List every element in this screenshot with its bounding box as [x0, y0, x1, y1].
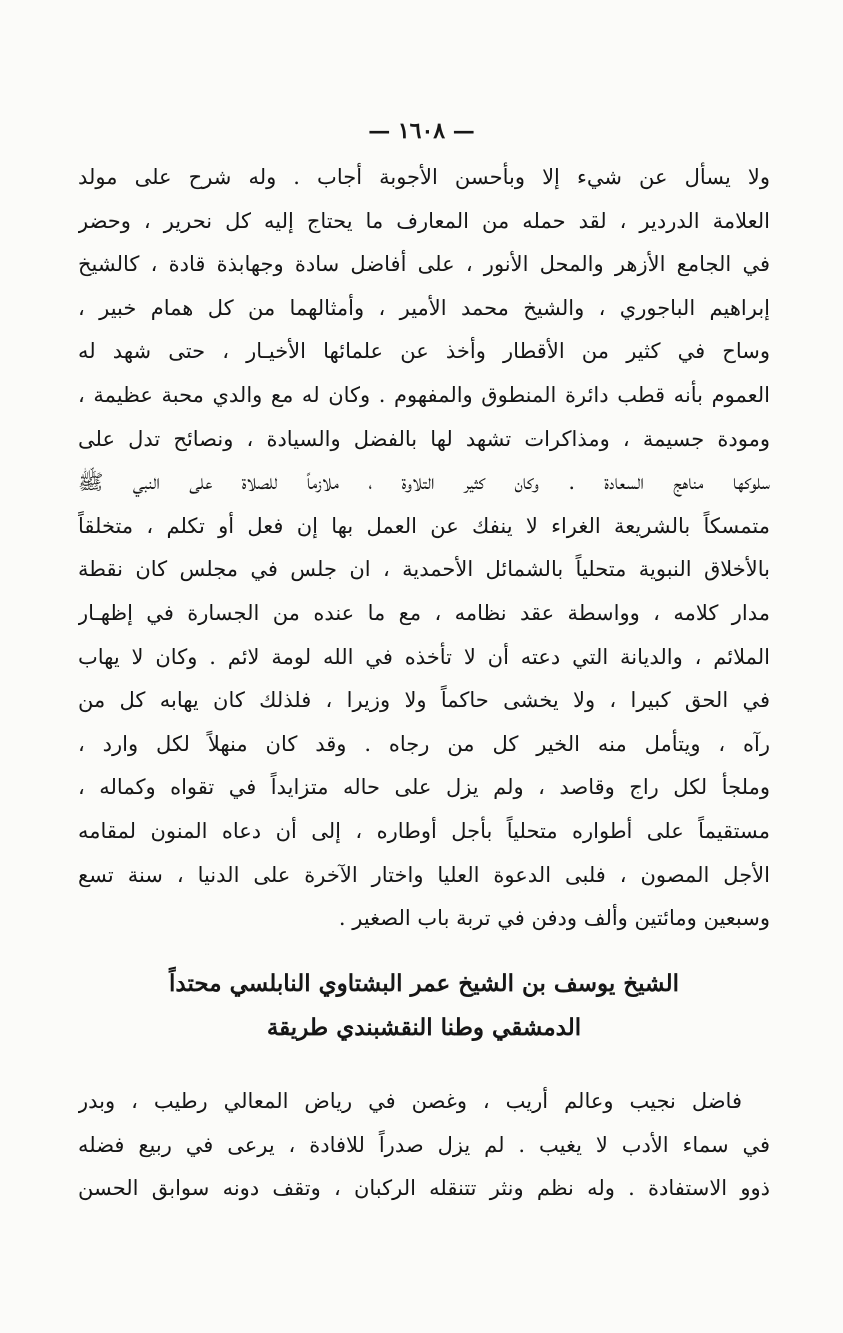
text-line: العموم بأنه قطب دائرة المنطوق والمفهوم . وكان له مع والدي محبة عظيمة ،	[78, 382, 770, 407]
text-line: مدار كلامه ، وواسطة عقد نظامه ، مع ما عنده من الجسارة في إظهـار	[78, 600, 770, 625]
text-line: إبراهيم الباجوري ، والشيخ محمد الأمير ، وأمثالهما من كل همام خبير ،	[78, 295, 770, 320]
second-biography-paragraph	[78, 1080, 770, 1211]
text-line: ولا يسأل عن شيء إلا وبأحسن الأجوبة أجاب . وله شرح على مولد	[78, 165, 770, 189]
text-line: الملائم ، والديانة التي دعته أن لا تأخذه في الله لومة لائم . وكان لا يهاب	[78, 644, 770, 669]
text-line: متمسكاً بالشريعة الغراء لا ينفك عن العمل بها إن فعل أو تكلم ، متخلقاً	[78, 513, 770, 538]
text-line: رآه ، ويتأمل منه الخير كل من رجاه . وقد كان منهلاً لكل وارد ،	[78, 731, 770, 756]
text-line: فاضل نجيب وعالم أريب ، وغصن في رياض المعالي رطيب ، وبدر	[78, 1089, 742, 1113]
text-line: مستقيماً على أطواره متحلياً بأجل أوطاره ، إلى أن دعاه المنون لمقامه	[78, 818, 770, 843]
page-number: — ١٦٠٨ —	[368, 118, 475, 144]
text-line: سلوكها مناهج السعادة . وكان كثير التلاوة ، ملازماً للصلاة على النبي ﷺ	[78, 470, 770, 495]
text-line: ومودة جسيمة ، ومذاكرات تشهد لها بالفضل والسيادة ، ونصائح تدل على	[78, 426, 770, 451]
biography-paragraph	[78, 156, 770, 941]
text-line: العلامة الدردير ، لقد حمله من المعارف ما يحتاج إليه كل نحرير ، وحضر	[78, 208, 770, 233]
text-line: الأجل المصون ، فلبى الدعوة العليا واختار الآخرة على الدنيا ، سنة تسع	[78, 862, 770, 887]
section-heading-line-1: الشيخ يوسف بن الشيخ عمر البشتاوي النابلسي محتداً	[169, 970, 679, 997]
text-line: وسبعين ومائتين وألف ودفن في تربة باب الصغير .	[338, 906, 770, 931]
text-line: في الحق كبيرا ، ولا يخشى حاكماً ولا وزيرا ، فلذلك كان يهابه كل من	[78, 688, 770, 713]
section-heading-line-2: الدمشقي وطنا النقشبندي طريقة	[266, 1014, 582, 1041]
text-line: في سماء الأدب لا يغيب . لم يزل صدراً للافادة ، يرعى في ربيع فضله	[78, 1132, 770, 1157]
text-line: في الجامع الأزهر والمحل الأنور ، على أفاضل سادة وجهابذة قادة ، كالشيخ	[78, 252, 770, 277]
text-line: بالأخلاق النبوية متحلياً بالشمائل الأحمدية ، ان جلس في مجلس كان نقطة	[78, 557, 770, 582]
text-line: وملجأ لكل راج وقاصد ، ولم يزل على حاله متزايداً في تقواه وكماله ،	[78, 775, 770, 800]
text-line: ذوو الاستفادة . وله نظم ونثر تتنقله الركبان ، وتقف دونه سوابق الحسن	[78, 1176, 770, 1201]
text-line: وساح في كثير من الأقطار وأخذ عن علمائها الأخيـار ، حتى شهد له	[78, 339, 770, 364]
